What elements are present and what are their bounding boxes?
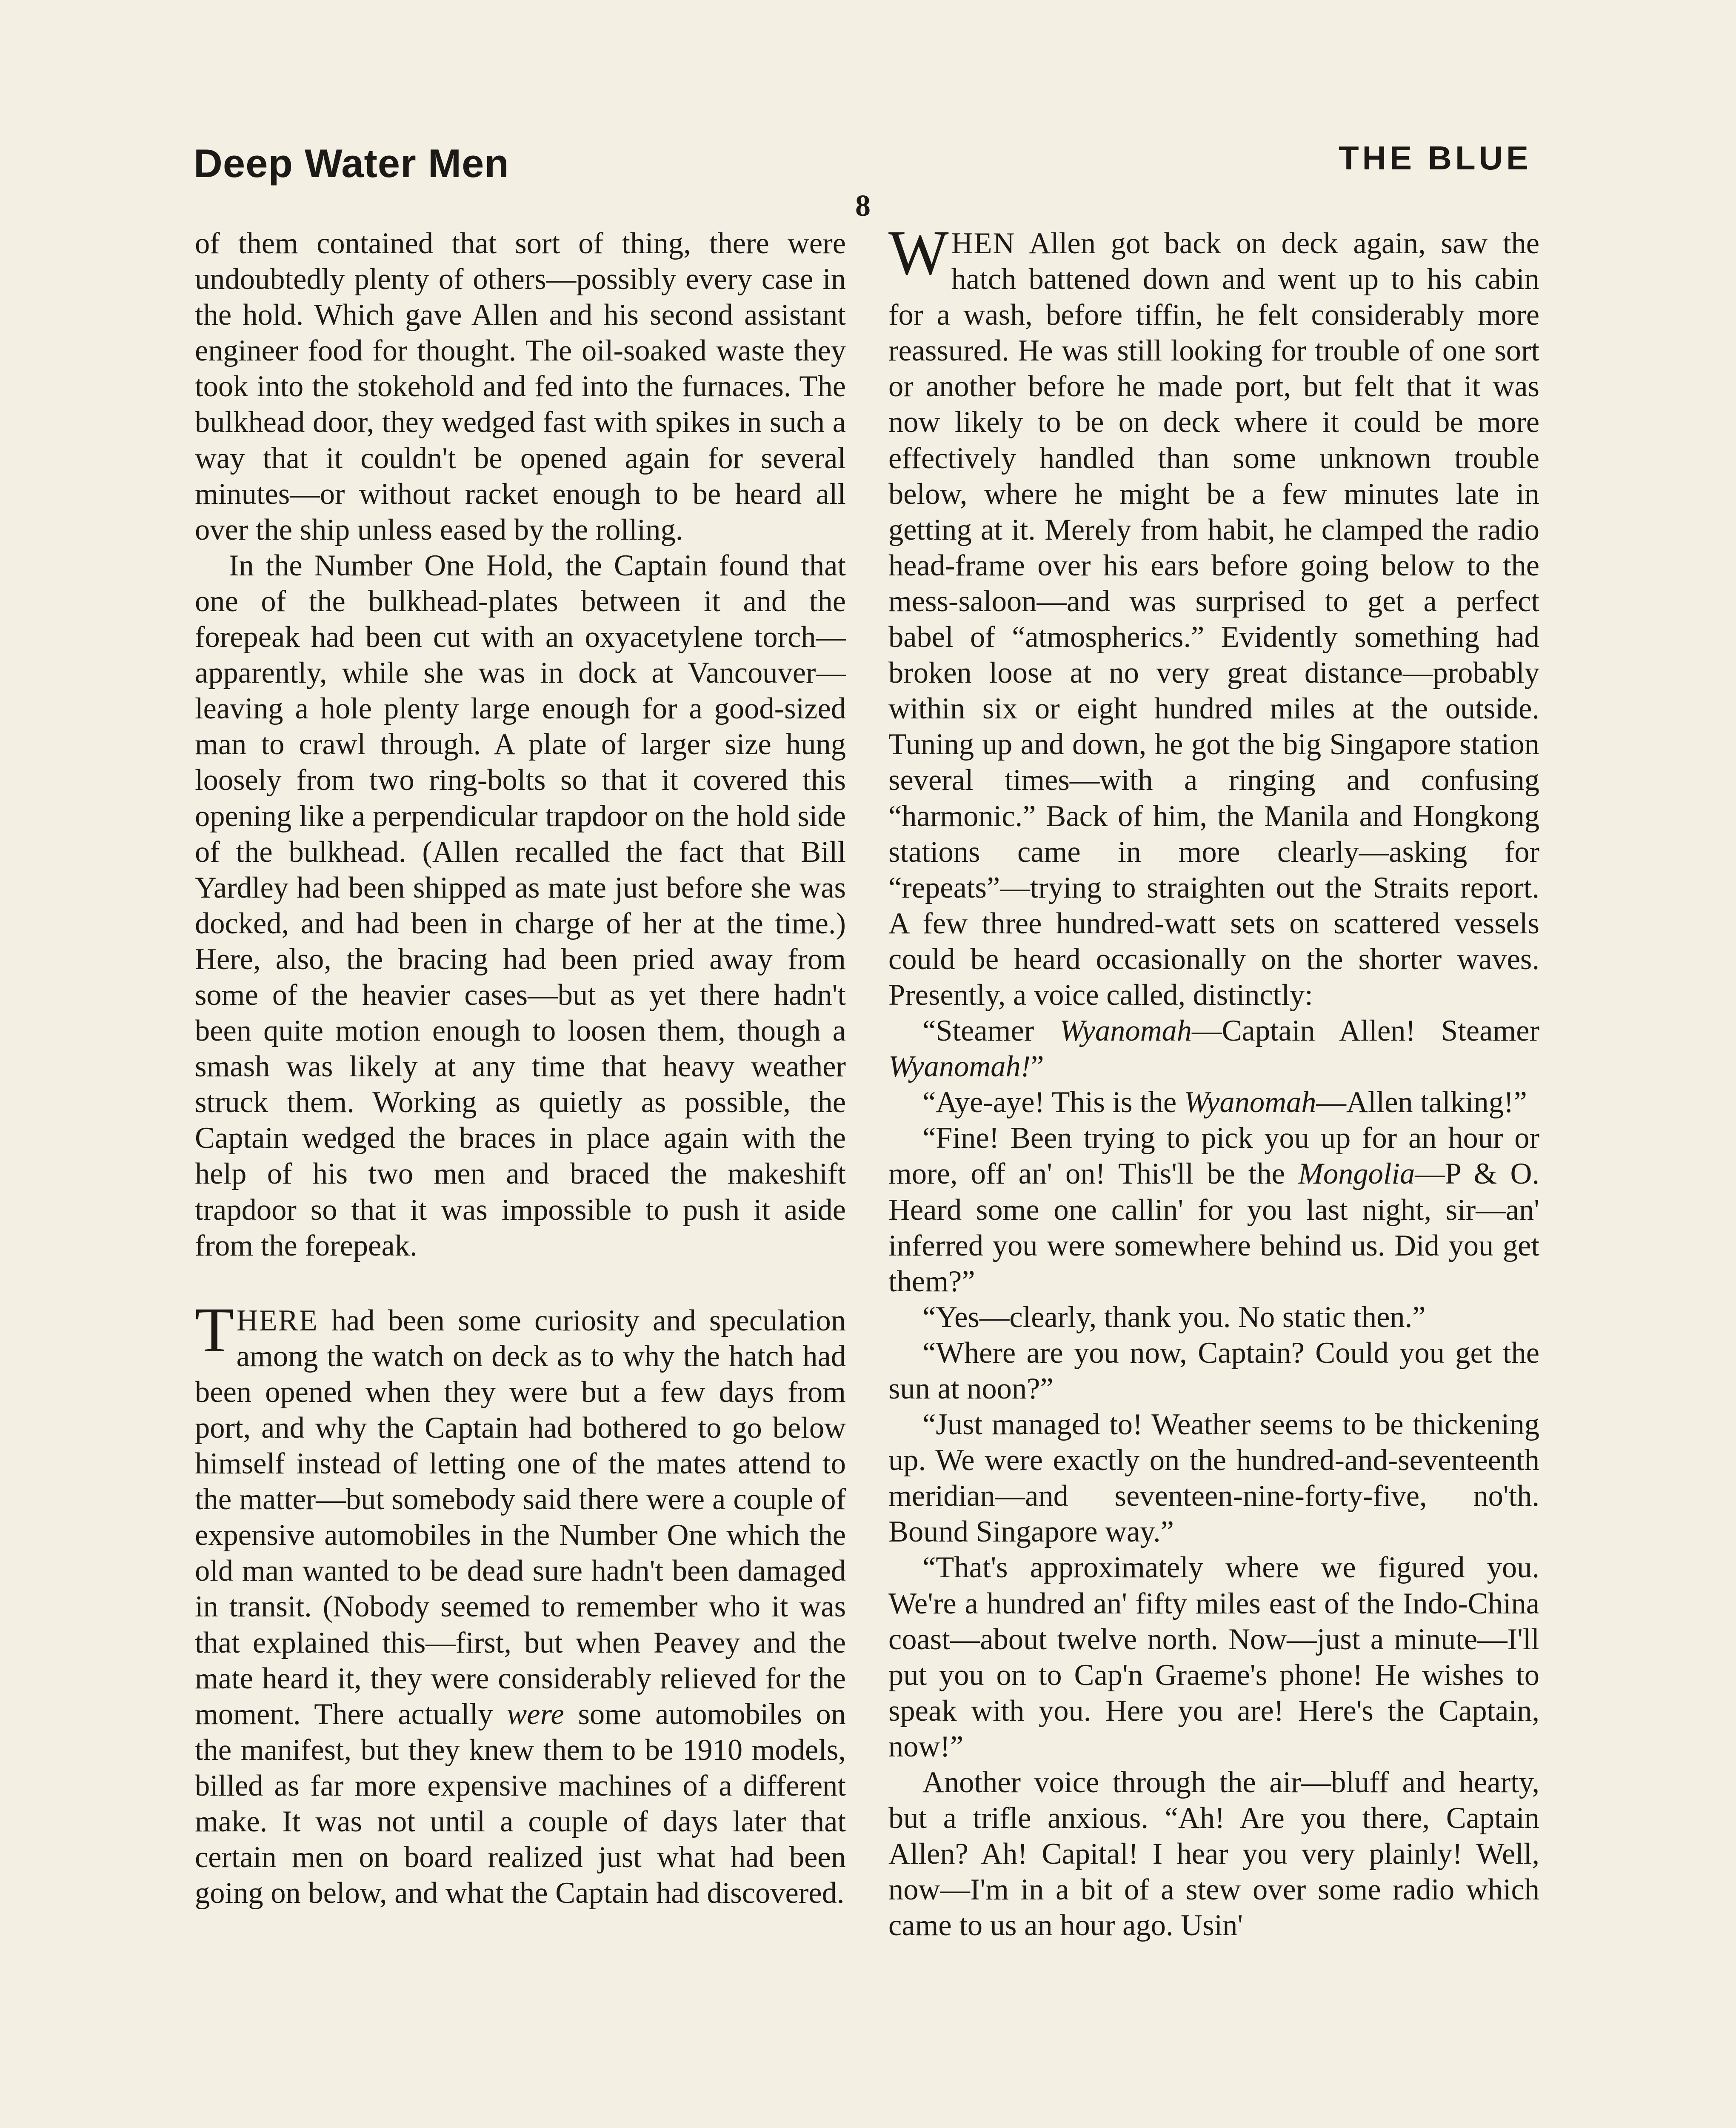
- running-title: Deep Water Men: [194, 141, 509, 186]
- paragraph-text: —Captain Allen! Steamer: [1192, 1014, 1539, 1048]
- small-caps-lead: HEN: [951, 227, 1016, 260]
- dialogue-paragraph: “That's approximately where we figured you. We're a hundred an' fifty miles east of the Indo-China coast—about twelve north. Now—just a minute—I'll put you on to Cap'n Graeme's phone! He wishes to speak with you. Here you are! Here's the Captain, now!”: [888, 1551, 1539, 1763]
- paragraph-text: “Aye-aye! This is the: [922, 1086, 1184, 1119]
- right-column: [888, 217, 1539, 1944]
- section-paragraph: [195, 1294, 846, 1911]
- paragraph-text: “Fine! Been trying to pick you up for an hour or more, off an' on! This'll be the: [888, 1121, 1539, 1191]
- magazine-title: THE BLUE: [1339, 139, 1532, 177]
- page-number: 8: [855, 189, 871, 223]
- paragraph-text: some automobiles on the manifest, but they knew them to be 1910 models, billed as far more expensive machines of a different make. It was not until a couple of days later that certain men on board realized just what had been going on below, and what the Captain had discovered.: [195, 1697, 846, 1910]
- ship-name: Wyanomah: [1184, 1086, 1316, 1119]
- paragraph-text: ”: [1031, 1050, 1044, 1084]
- paragraph-text: Allen got back on deck again, saw the hatch battened down and went up to his cabin for a wash, before tiffin, he felt considerably more reassured. He was still looking for trouble of one sort or another before he made port, but felt that it was now likely to be on deck where it could be more effectively handled than some unknown trouble below, where he might be a few minutes late in getting at it. Merely from habit, he clamped the radio head-frame over his ears before going below to the mess-saloon—and was surprised to get a perfect babel of “atmospherics.” Evidently something had broken loose at no very great distance—probably within six or eight hundred miles at the outside. Tuning up and down, he got the big Singapore station several times—with a ringing and confusing “harmonic.” Back of him, the Manila and Hongkong stations came in more clearly—asking for “repeats”—trying to straighten out the Straits report. A few three hundred-watt sets on scattered vessels could be heard occasionally on the shorter waves. Presently, a voice called, distinctly:: [888, 227, 1539, 1012]
- drop-cap: T: [195, 1294, 234, 1365]
- left-column: [195, 226, 846, 1911]
- dialogue-paragraph: Another voice through the air—bluff and hearty, but a trifle anxious. “Ah! Are you there, Captain Allen? Ah! Capital! I hear you very plainly! Well, now—I'm in a bit of a stew over some radio which came to us an hour ago. Usin': [888, 1766, 1539, 1942]
- drop-cap: W: [888, 217, 949, 288]
- paragraph-text: —Allen talking!”: [1316, 1086, 1527, 1119]
- small-caps-lead: HERE: [236, 1304, 318, 1337]
- paragraph-text: —P & O. Heard some one callin' for you last night, sir—an' inferred you were somewhere behind us. Did you get them?”: [888, 1157, 1539, 1298]
- paragraph-text: “Steamer: [922, 1014, 1060, 1048]
- ship-name: Wyanomah!: [888, 1050, 1031, 1084]
- section-paragraph: [888, 217, 1539, 1013]
- dialogue-paragraph: “Where are you now, Captain? Could you get the sun at noon?”: [888, 1336, 1539, 1405]
- paragraph: of them contained that sort of thing, there were undoubtedly plenty of others—possibly every case in the hold. Which gave Allen and his second assistant engineer food for thought. The oil-soaked waste they took into the stokehold and fed into the furnaces. The bulkhead door, they wedged fast with spikes in such a way that it couldn't be opened again for several minutes—or without racket enough to be heard all over the ship unless eased by the rolling.: [195, 227, 846, 546]
- paragraph: In the Number One Hold, the Captain found that one of the bulkhead-plates between it and the forepeak had been cut with an oxyacetylene torch—apparently, while she was in dock at Vancouver—leaving a hole plenty large enough for a good-sized man to crawl through. A plate of larger size hung loosely from two ring-bolts so that it covered this opening like a perpendicular trapdoor on the hold side of the bulkhead. (Allen recalled the fact that Bill Yardley had been shipped as mate just before she was docked, and had been in charge of her at the time.) Here, also, the bracing had been pried away from some of the heavier cases—but as yet there hadn't been quite motion enough to loosen them, though a smash was likely at any time that heavy weather struck them. Working as quietly as possible, the Captain wedged the braces in place again with the help of his two men and braced the makeshift trapdoor so that it was impossible to push it aside from the forepeak.: [195, 549, 846, 1262]
- paragraph-text: had been some curiosity and speculation among the watch on deck as to why the hatch had been opened when they were but a few days from port, and why the Captain had bothered to go below himself instead of letting one of the mates attend to the matter—but somebody said there were a couple of expensive automobiles in the Number One which the old man wanted to be dead sure hadn't been damaged in transit. (Nobody seemed to remember who it was that explained this—first, but when Peavey and the mate heard it, they were considerably relieved for the moment. There actually: [195, 1304, 846, 1731]
- dialogue-paragraph: [888, 1084, 1539, 1120]
- dialogue-paragraph: “Just managed to! Weather seems to be thickening up. We were exactly on the hundred-and-seventeenth meridian—and seventeen-nine-forty-five, no'th. Bound Singapore way.”: [888, 1408, 1539, 1549]
- ship-name: Mongolia: [1298, 1157, 1415, 1191]
- dialogue-paragraph: [888, 1120, 1539, 1299]
- ship-name: Wyanomah: [1059, 1014, 1192, 1048]
- dialogue-paragraph: “Yes—clearly, thank you. No static then.”: [922, 1300, 1426, 1334]
- italic-text: were: [507, 1697, 564, 1731]
- dialogue-paragraph: [888, 1013, 1539, 1084]
